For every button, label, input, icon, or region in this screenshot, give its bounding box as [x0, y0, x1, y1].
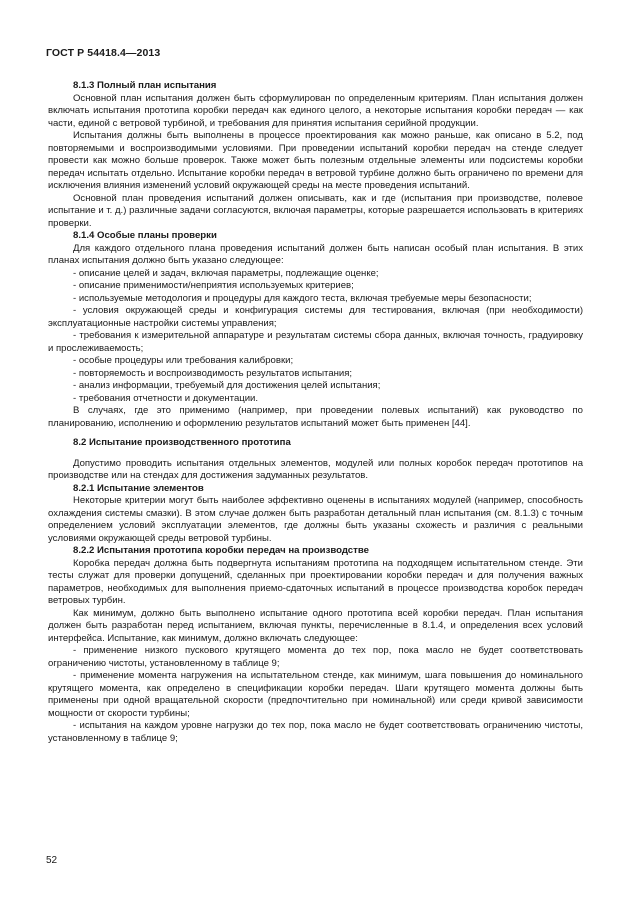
list-item: - повторяемость и воспроизводимость результатов испытания;	[73, 367, 353, 379]
paragraph: Допустимо проводить испытания отдельных элементов, модулей или полных коробок передач прототипов на производстве или на стендах для достижения задуманных результатов.	[48, 457, 583, 481]
list-item: - особые процедуры или требования калибровки;	[73, 355, 294, 366]
section-heading: 8.2.2 Испытания прототипа коробки передач на производстве	[73, 545, 369, 556]
paragraph: Коробка передач должна быть подвергнута испытаниям прототипа на подходящем испытательном стенде. Эти тесты служат для проверки допущений, сделанных при проектировании коробки передач и для получения важных параметров, необходимых для выполнения приемо-сдаточных испытаний в процессе производства коробок передач ветровых турбин.	[48, 557, 583, 606]
paragraph: Для каждого отдельного плана проведения испытаний должен быть написан особый план испытания. В этих планах испытания должно быть указано следующее:	[48, 242, 583, 266]
paragraph: Некоторые критерии могут быть наиболее эффективно оценены в испытаниях модулей (например, способность охлаждения системы смазки). В этом случае должен быть разработан детальный план испытания (см. 8.1.3) с точным определением условий эксплуатации элементов, где должны быть указаны схожесть и различия с реальными условиями окружающей среды ветровой турбины.	[48, 495, 583, 544]
section-heading: 8.1.3 Полный план испытания	[73, 80, 217, 91]
list-item: - описание целей и задач, включая параметры, подлежащие оценке;	[73, 267, 379, 279]
paragraph: Основной план испытания должен быть сформулирован по определенным критериям. План испытания должен включать испытания прототипа коробки передач как единого целого, а некоторые испытания коробки передач — как части, единой с ветровой турбиной, и требования для принятия испытания серийной продукции.	[48, 92, 583, 129]
list-item: - применение момента нагружения на испытательном стенде, как минимум, шага повышения до номинального крутящего момента, как определено в спецификации коробки передач. Шаги крутящего момента должны быть применены при одной вращательной скорости (предпочтительно при номинальной) или среди кривой зависимости мощности от скорости турбины;	[48, 670, 583, 719]
list-item: - условия окружающей среды и конфигурация системы для тестирования, включая (при необходимости) эксплуатационные настройки системы управления;	[48, 305, 583, 329]
list-item: - требования к измерительной аппаратуре и результатам системы сбора данных, включая точность, градуировку и прослеживаемость;	[48, 330, 583, 354]
document-header: ГОСТ Р 54418.4—2013	[46, 47, 161, 59]
paragraph: Как минимум, должно быть выполнено испытание одного прототипа всей коробки передач. План испытания должен быть разработан перед испытанием, включая пункты, перечисленные в 8.1.4, и определения всех условий интерфейса. Испытание, как минимум, должно включать следующее:	[48, 607, 583, 644]
paragraph: Основной план проведения испытаний должен описывать, как и где (испытания при производстве, полевое испытание и т. д.) различные задачи согласуются, включая параметры, которые разрешается использовать в критериях проверки.	[48, 192, 583, 229]
list-item: - испытания на каждом уровне нагрузки до тех пор, пока масло не будет соответствовать ограничению чистоты, установленному в таблице 9;	[48, 720, 583, 744]
list-item: - используемые методология и процедуры для каждого теста, включая требуемые меры безопасности;	[73, 292, 532, 304]
paragraph: Испытания должны быть выполнены в процессе проектирования как можно раньше, как описано в 5.2, под повторяемыми и воспроизводимыми условиями. При проведении испытаний коробки передач на стенде следует провести как можно больше проверок. Также может быть полезным отдельные элементы или подсистемы коробки передач испытать отдельно. Испытание коробки передач в ветровой турбине должно быть ограничено по времени для исключения влияния изменений условий окружающей среды на месте проведения испытаний.	[48, 130, 583, 191]
list-item: - анализ информации, требуемый для достижения целей испытания;	[73, 380, 381, 391]
list-item: - описание применимости/неприятия используемых критериев;	[73, 280, 354, 291]
section-heading-major: 8.2 Испытание производственного прототипа	[73, 437, 291, 448]
document-body	[48, 80, 583, 745]
list-item: - требования отчетности и документации.	[73, 392, 259, 404]
list-item: - применение низкого пускового крутящего момента до тех пор, пока масло не будет соответствовать ограничению чистоты, установленному в таблице 9;	[48, 645, 583, 669]
section-heading: 8.2.1 Испытание элементов	[73, 482, 204, 494]
section-heading: 8.1.4 Особые планы проверки	[73, 230, 217, 241]
page-number: 52	[46, 855, 58, 866]
paragraph: В случаях, где это применимо (например, при проведении полевых испытаний) как руководство по планированию, исполнению и оформлению результатов испытаний может быть применен [44].	[48, 405, 583, 429]
